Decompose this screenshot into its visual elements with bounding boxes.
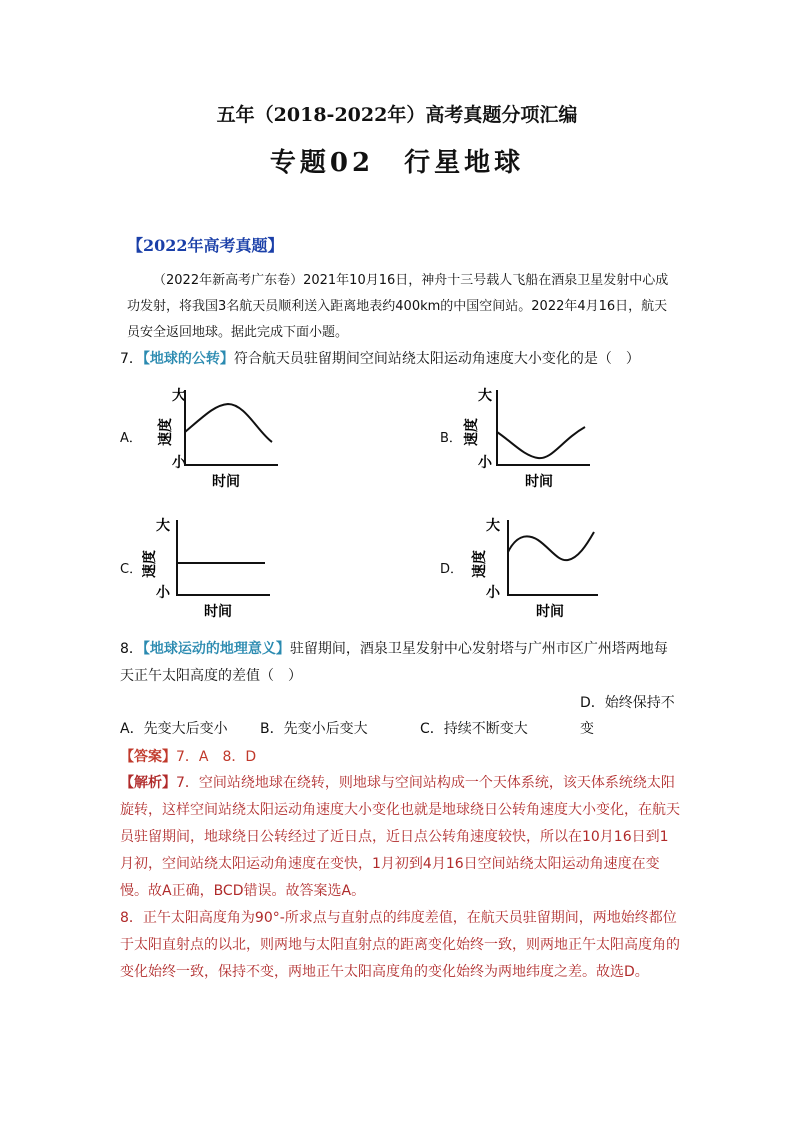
- axis-time-label: 时间: [204, 604, 232, 620]
- option-c-letter: C．: [120, 562, 143, 577]
- axes: [497, 390, 590, 465]
- speed-curve: [508, 532, 594, 560]
- document-title: 五年（2018-2022年）高考真题分项汇编: [216, 104, 578, 126]
- answer-block: [120, 744, 680, 771]
- axis-speed-label: 速度: [158, 418, 174, 446]
- analysis-paragraph-8: 8．正午太阳高度角为90°-所求点与直射点的纬度差值，在航天员驻留期间，两地始终都位于太阳直射点的以北，则两地与太阳直射点的距离变化始终一致，则两地正午太阳高度角的变化始终一致，保持不变，两地正午太阳高度角的变化始终为两地纬度之差。故选D。: [120, 910, 680, 980]
- analysis-paragraph-7: 【解析】7．空间站绕地球在绕转，则地球与空间站构成一个天体系统，该天体系统绕太阳旋转，这样空间站绕太阳运动角速度大小变化也就是地球绕日公转角速度大小变化，在航天员驻留期间，地球绕日公转经过了近日点，近日点公转角速度较快，所以在10月16日到1月初，空间站绕太阳运动角速度在变快，1月初到4月16日空间站绕太阳运动角速度在变慢。故A正确，BCD错误。故答案选A。: [120, 775, 680, 899]
- question-7: [120, 346, 680, 373]
- option-b[interactable]: B．先变小后变大: [260, 721, 368, 737]
- axis-big-label: 大: [156, 518, 170, 534]
- graph-d: [470, 510, 620, 622]
- answer-label: 【答案】: [120, 749, 176, 765]
- question-text: 符合航天员驻留期间空间站绕太阳运动角速度大小变化的是（ ）: [233, 351, 640, 367]
- question-number: 7．: [120, 351, 143, 367]
- axis-big-label: 大: [486, 518, 500, 534]
- option-c[interactable]: C．持续不断变大: [420, 721, 528, 737]
- graph-b: [462, 380, 612, 492]
- axis-big-label: 大: [478, 388, 492, 404]
- question-number: 8．: [120, 641, 143, 657]
- axes: [185, 390, 278, 465]
- axes: [177, 520, 270, 595]
- axis-time-label: 时间: [525, 474, 553, 490]
- question-tag: 【地球运动的地理意义】: [142, 641, 290, 657]
- axis-time-label: 时间: [212, 474, 240, 490]
- axis-speed-label: 速度: [464, 418, 480, 446]
- question-8: [120, 636, 680, 690]
- axis-speed-label: 速度: [472, 550, 488, 578]
- speed-curve: [185, 404, 272, 442]
- axes: [508, 520, 598, 595]
- option-a-letter: A．: [120, 431, 142, 446]
- analysis-label: 【解析】: [120, 775, 176, 791]
- question-text: 驻留期间，酒泉卫星发射中心发射塔与广州市区广州塔两地每天正午太阳高度的差值（ ）: [120, 641, 668, 684]
- axis-time-label: 时间: [536, 604, 564, 620]
- axis-small-label: 小: [172, 455, 186, 471]
- document-subtitle: 专题02 行星地球: [269, 148, 525, 178]
- option-a[interactable]: A．先变大后变小: [120, 721, 228, 737]
- option-b-letter: B．: [440, 431, 462, 446]
- question-intro: [127, 268, 672, 346]
- graph-a: [150, 380, 300, 492]
- graph-c: [142, 510, 292, 622]
- answer-text: 7．A 8．D: [176, 749, 257, 765]
- axis-small-label: 小: [156, 585, 170, 601]
- speed-curve: [497, 427, 585, 458]
- axis-speed-label: 速度: [142, 550, 158, 578]
- axis-big-label: 大: [172, 388, 186, 404]
- section-title: 【2022年高考真题】: [127, 236, 284, 255]
- axis-small-label: 小: [478, 455, 492, 471]
- axis-small-label: 小: [486, 585, 500, 601]
- option-d[interactable]: D．始终保持不变: [580, 695, 675, 737]
- analysis-block: [120, 770, 682, 986]
- question-tag: 【地球的公转】: [142, 351, 234, 367]
- question-8-options: [120, 690, 680, 742]
- intro-text: （2022年新高考广东卷）2021年10月16日，神舟十三号载人飞船在酒泉卫星发射中心成功发射，将我国3名航天员顺利送入距离地表约400km的中国空间站。2022年4月16日，航天员安全返回地球。据此完成下面小题。: [127, 273, 669, 340]
- option-d-letter: D．: [440, 562, 464, 577]
